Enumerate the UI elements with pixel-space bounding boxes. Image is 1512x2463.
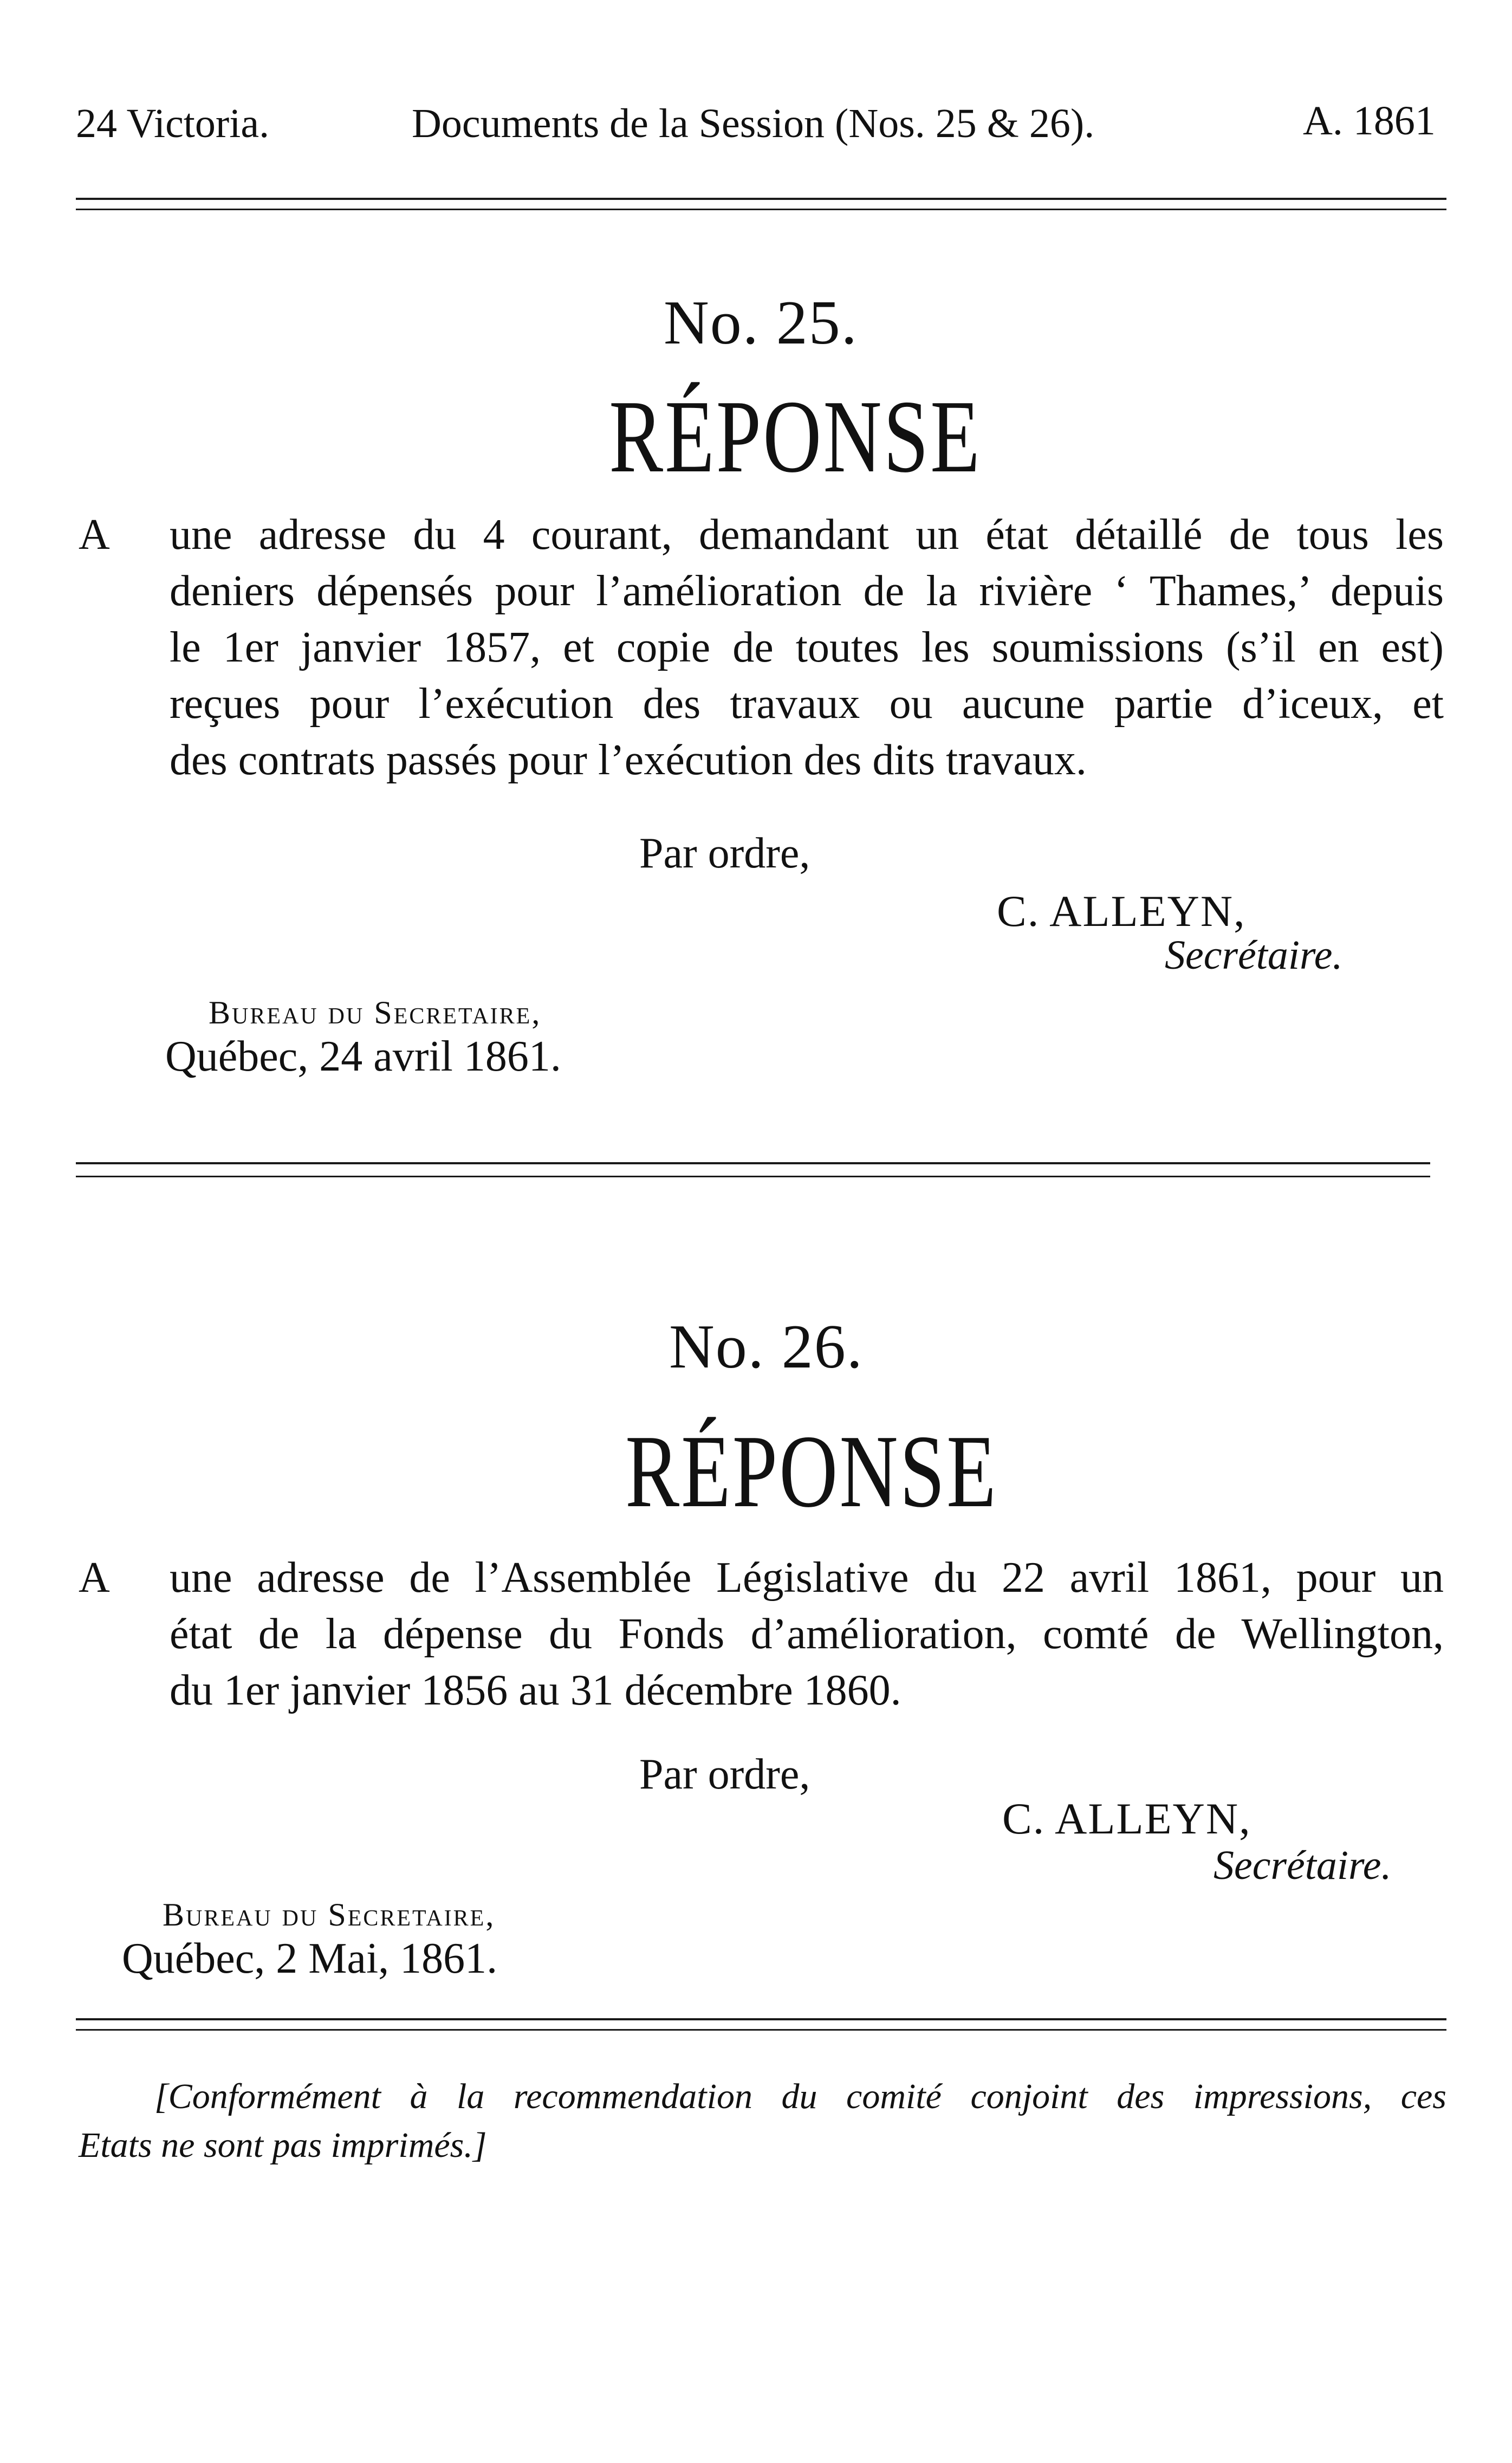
doc26-par-ordre: Par ordre,	[639, 1751, 810, 1798]
doc26-signature: C. ALLEYN,	[1002, 1794, 1251, 1843]
doc25-line-4: reçues pour l’exécution des travaux ou aucune partie d’iceux, et	[170, 680, 1444, 728]
header-center: Documents de la Session (Nos. 25 & 26).	[412, 101, 1095, 146]
doc25-place-date: Québec, 24 avril 1861.	[165, 1033, 561, 1080]
doc25-signature-title: Secrétaire.	[1165, 932, 1343, 978]
doc25-line-1: A une adresse du 4 courant, demandant un état détaillé de tous les	[79, 511, 1444, 559]
footer-rule-top	[76, 2018, 1446, 2020]
doc25-line-2: deniers dépensés pour l’amélioration de la rivière ‘ Thames,’ depuis	[170, 567, 1444, 615]
doc26-place-date: Québec, 2 Mai, 1861.	[122, 1935, 498, 1982]
doc26-heading: RÉPONSE	[625, 1414, 998, 1529]
doc25-line-5: des contrats passés pour l’exécution des dits travaux.	[170, 736, 1087, 784]
footnote-line-2: Etats ne sont pas imprimés.]	[79, 2125, 487, 2165]
doc26-body	[79, 1550, 1444, 1719]
footer-rule-bottom	[76, 2029, 1446, 2031]
doc26-line-1: A une adresse de l’Assemblée Législative du 22 avril 1861, pour un	[79, 1554, 1444, 1602]
doc25-number: No. 25.	[664, 288, 858, 358]
doc25-signature: C. ALLEYN,	[997, 886, 1246, 936]
separator-rule-bottom	[76, 1176, 1430, 1177]
doc26-number: No. 26.	[669, 1312, 864, 1382]
doc25-par-ordre: Par ordre,	[639, 829, 810, 877]
separator-rule-top	[76, 1162, 1430, 1164]
doc26-bureau: Bureau du Secretaire,	[163, 1897, 496, 1933]
doc26-line-2: état de la dépense du Fonds d’amélioration, comté de Wellington,	[170, 1610, 1444, 1658]
header-left: 24 Victoria.	[76, 101, 270, 146]
doc26-line-3: du 1er janvier 1856 au 31 décembre 1860.	[170, 1667, 901, 1714]
doc25-line-3: le 1er janvier 1857, et copie de toutes les soumissions (s’il en est)	[170, 624, 1444, 671]
doc25-body	[79, 507, 1444, 788]
header-right: A. 1861	[1303, 98, 1436, 144]
footnote	[79, 2072, 1446, 2170]
header-rule-top	[76, 198, 1446, 200]
doc25-heading: RÉPONSE	[609, 379, 982, 494]
footnote-line-1: [Conformément à la recommendation du comité conjoint des impressions, ces	[154, 2077, 1446, 2116]
doc25-bureau: Bureau du Secretaire,	[209, 995, 542, 1030]
doc26-signature-title: Secrétaire.	[1214, 1843, 1392, 1888]
header-rule-bottom	[76, 209, 1446, 210]
